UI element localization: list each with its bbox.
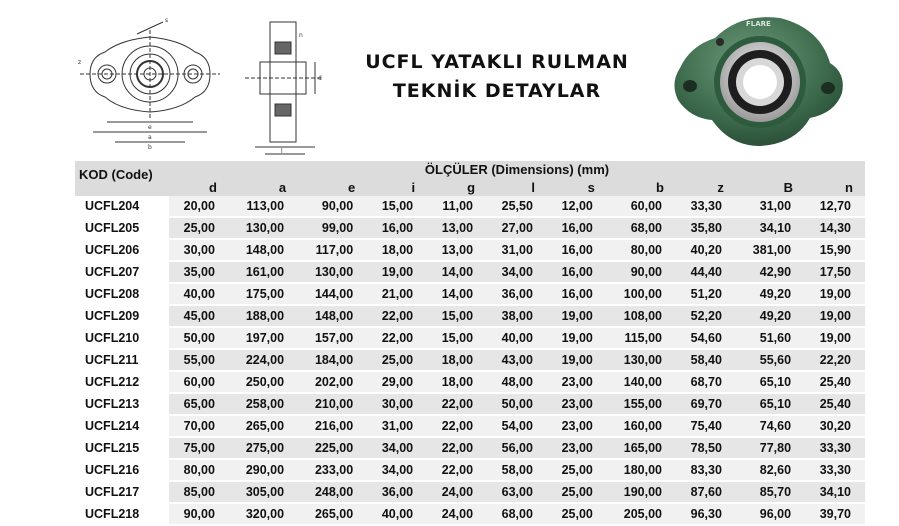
dimension-cell: 23,00 [547, 393, 607, 415]
dimension-cell: 99,00 [298, 217, 367, 239]
dimension-cell: 113,00 [229, 196, 298, 217]
dimension-cell: 68,00 [487, 503, 547, 525]
dimension-cell: 40,00 [169, 283, 229, 305]
dimension-cell: 40,00 [367, 503, 427, 525]
dimension-cell: 19,00 [547, 305, 607, 327]
dimension-cell: 68,70 [676, 371, 736, 393]
flange-hole-left [683, 80, 697, 92]
dimension-cell: 157,00 [298, 327, 367, 349]
label-e: e [148, 124, 152, 131]
dimension-cell: 54,60 [676, 327, 736, 349]
dimension-cell: 20,00 [169, 196, 229, 217]
dimension-cell: 161,00 [229, 261, 298, 283]
dimension-cell: 15,00 [427, 305, 487, 327]
dimension-cell: 11,00 [427, 196, 487, 217]
table-row [75, 283, 865, 305]
column-header-i: i [367, 177, 427, 196]
dimension-cell: 75,40 [676, 415, 736, 437]
row-code-cell: UCFL214 [75, 415, 169, 437]
dimension-cell: 75,00 [169, 437, 229, 459]
dimension-cell: 16,00 [547, 283, 607, 305]
dimension-cell: 16,00 [547, 261, 607, 283]
dimension-cell: 130,00 [229, 217, 298, 239]
dimension-cell: 80,00 [169, 459, 229, 481]
table-row [75, 481, 865, 503]
dimension-cell: 275,00 [229, 437, 298, 459]
dimension-cell: 12,70 [805, 196, 865, 217]
label-l: l [281, 148, 283, 155]
title-line-1: UCFL YATAKLI RULMAN [365, 51, 629, 73]
dimension-cell: 87,60 [676, 481, 736, 503]
label-s: s [165, 17, 169, 24]
dimension-cell: 65,10 [736, 393, 805, 415]
dimension-cell: 23,00 [547, 415, 607, 437]
dimension-cell: 25,00 [547, 459, 607, 481]
table-row [75, 196, 865, 217]
dimension-cell: 58,00 [487, 459, 547, 481]
table-row [75, 239, 865, 261]
column-header-e: e [298, 177, 367, 196]
dimension-cell: 130,00 [298, 261, 367, 283]
column-header-z: z [676, 177, 736, 196]
table-row [75, 393, 865, 415]
dimension-cell: 23,00 [547, 437, 607, 459]
dimension-cell: 190,00 [607, 481, 676, 503]
dimension-cell: 39,70 [805, 503, 865, 525]
row-code-cell: UCFL217 [75, 481, 169, 503]
dimension-cell: 320,00 [229, 503, 298, 525]
dimension-cell: 17,50 [805, 261, 865, 283]
table-column-header-row [75, 177, 865, 196]
row-code-cell: UCFL218 [75, 503, 169, 525]
dimension-cell: 19,00 [367, 261, 427, 283]
dimension-cell: 258,00 [229, 393, 298, 415]
dimension-cell: 42,90 [736, 261, 805, 283]
label-b: b [148, 144, 152, 151]
dimension-cell: 15,90 [805, 239, 865, 261]
dimension-cell: 12,00 [547, 196, 607, 217]
dimension-cell: 34,00 [487, 261, 547, 283]
dimension-cell: 34,10 [736, 217, 805, 239]
dimension-cell: 160,00 [607, 415, 676, 437]
dimension-cell: 19,00 [805, 305, 865, 327]
table-row [75, 349, 865, 371]
dimension-cell: 19,00 [805, 327, 865, 349]
dimension-cell: 85,00 [169, 481, 229, 503]
column-header-B-upper: B [736, 177, 805, 196]
dimension-cell: 22,00 [427, 437, 487, 459]
dimension-cell: 15,00 [427, 327, 487, 349]
dimension-cell: 24,00 [427, 481, 487, 503]
dimension-cell: 16,00 [367, 217, 427, 239]
dimension-cell: 90,00 [169, 503, 229, 525]
dimension-cell: 250,00 [229, 371, 298, 393]
dimension-cell: 19,00 [805, 283, 865, 305]
row-code-cell: UCFL207 [75, 261, 169, 283]
label-a: a [148, 134, 152, 141]
dimension-cell: 63,00 [487, 481, 547, 503]
dimension-cell: 34,00 [367, 459, 427, 481]
table-row [75, 217, 865, 239]
dimension-cell: 25,00 [547, 481, 607, 503]
dimension-cell: 82,60 [736, 459, 805, 481]
table-body [75, 196, 865, 525]
dimension-cell: 265,00 [298, 503, 367, 525]
dimension-cell: 65,10 [736, 371, 805, 393]
dimension-cell: 115,00 [607, 327, 676, 349]
dimension-cell: 50,00 [169, 327, 229, 349]
dimension-cell: 15,00 [367, 196, 427, 217]
dimension-cell: 224,00 [229, 349, 298, 371]
dimension-cell: 50,00 [487, 393, 547, 415]
dimension-cell: 23,00 [547, 371, 607, 393]
technical-drawing [75, 12, 343, 157]
dimension-cell: 51,20 [676, 283, 736, 305]
dimension-cell: 30,00 [367, 393, 427, 415]
dimension-cell: 14,00 [427, 283, 487, 305]
dimension-cell: 77,80 [736, 437, 805, 459]
column-header-l: l [487, 177, 547, 196]
dimension-cell: 305,00 [229, 481, 298, 503]
dimension-cell: 69,70 [676, 393, 736, 415]
dimension-cell: 16,00 [547, 239, 607, 261]
dimension-cell: 14,00 [427, 261, 487, 283]
dimension-cell: 165,00 [607, 437, 676, 459]
dimension-cell: 18,00 [367, 239, 427, 261]
dimension-cell: 34,10 [805, 481, 865, 503]
dimension-cell: 148,00 [298, 305, 367, 327]
dimension-cell: 55,00 [169, 349, 229, 371]
dimension-cell: 48,00 [487, 371, 547, 393]
flange-hole-right [821, 82, 835, 94]
dimension-cell: 202,00 [298, 371, 367, 393]
row-code-cell: UCFL212 [75, 371, 169, 393]
dimension-cell: 78,50 [676, 437, 736, 459]
dimension-cell: 205,00 [607, 503, 676, 525]
dimension-cell: 52,20 [676, 305, 736, 327]
dimension-cell: 24,00 [427, 503, 487, 525]
dimension-cell: 96,30 [676, 503, 736, 525]
dimension-cell: 381,00 [736, 239, 805, 261]
column-header-a: a [229, 177, 298, 196]
dimension-cell: 36,00 [367, 481, 427, 503]
table-row [75, 415, 865, 437]
dimension-cell: 19,00 [547, 327, 607, 349]
dimension-cell: 22,00 [427, 415, 487, 437]
dimension-cell: 233,00 [298, 459, 367, 481]
bearing-bore [743, 65, 777, 99]
dimension-cell: 31,00 [736, 196, 805, 217]
dimension-cell: 36,00 [487, 283, 547, 305]
table-row [75, 371, 865, 393]
label-z: z [78, 59, 82, 66]
dimension-cell: 13,00 [427, 217, 487, 239]
dimension-cell: 30,20 [805, 415, 865, 437]
column-header-b: b [607, 177, 676, 196]
dimension-cell: 25,00 [169, 217, 229, 239]
dimension-cell: 188,00 [229, 305, 298, 327]
column-header-n: n [805, 177, 865, 196]
dimension-cell: 43,00 [487, 349, 547, 371]
product-photo [660, 8, 850, 153]
row-code-cell: UCFL213 [75, 393, 169, 415]
page-title [362, 48, 632, 106]
dimension-cell: 22,00 [427, 393, 487, 415]
dimension-cell: 35,00 [169, 261, 229, 283]
row-code-cell: UCFL216 [75, 459, 169, 481]
dimension-cell: 22,00 [367, 327, 427, 349]
title-line-2: TEKNİK DETAYLAR [392, 80, 602, 102]
dimension-cell: 108,00 [607, 305, 676, 327]
dimension-cell: 13,00 [427, 239, 487, 261]
row-code-cell: UCFL204 [75, 196, 169, 217]
dimension-cell: 16,00 [547, 217, 607, 239]
dimension-cell: 225,00 [298, 437, 367, 459]
table-row [75, 327, 865, 349]
dimension-cell: 21,00 [367, 283, 427, 305]
column-header-d: d [169, 177, 229, 196]
dimension-cell: 74,60 [736, 415, 805, 437]
dimension-cell: 25,00 [547, 503, 607, 525]
dimension-cell: 38,00 [487, 305, 547, 327]
dimension-cell: 27,00 [487, 217, 547, 239]
dimension-cell: 90,00 [298, 196, 367, 217]
row-code-cell: UCFL205 [75, 217, 169, 239]
dimension-cell: 197,00 [229, 327, 298, 349]
dimension-cell: 60,00 [607, 196, 676, 217]
row-code-cell: UCFL208 [75, 283, 169, 305]
dimension-cell: 140,00 [607, 371, 676, 393]
code-column-header: KOD (Code) [75, 161, 169, 196]
dimension-cell: 210,00 [298, 393, 367, 415]
dimension-cell: 33,30 [676, 196, 736, 217]
row-code-cell: UCFL210 [75, 327, 169, 349]
dimension-cell: 85,70 [736, 481, 805, 503]
dimension-cell: 100,00 [607, 283, 676, 305]
row-code-cell: UCFL211 [75, 349, 169, 371]
dimension-cell: 216,00 [298, 415, 367, 437]
dimension-cell: 29,00 [367, 371, 427, 393]
dimension-cell: 51,60 [736, 327, 805, 349]
dimension-cell: 70,00 [169, 415, 229, 437]
dimension-cell: 55,60 [736, 349, 805, 371]
table-row [75, 459, 865, 481]
label-n: n [299, 32, 303, 39]
dimension-cell: 14,30 [805, 217, 865, 239]
dimension-cell: 44,40 [676, 261, 736, 283]
dimensions-group-header: ÖLÇÜLER (Dimensions) (mm) [169, 161, 865, 177]
dimension-cell: 144,00 [298, 283, 367, 305]
dimension-cell: 25,40 [805, 371, 865, 393]
dimension-cell: 49,20 [736, 283, 805, 305]
table-row [75, 305, 865, 327]
side-view [245, 22, 323, 154]
row-code-cell: UCFL215 [75, 437, 169, 459]
row-code-cell: UCFL206 [75, 239, 169, 261]
dimension-cell: 19,00 [547, 349, 607, 371]
dimension-cell: 31,00 [487, 239, 547, 261]
dimension-cell: 49,20 [736, 305, 805, 327]
dimension-cell: 18,00 [427, 349, 487, 371]
dimension-cell: 22,00 [367, 305, 427, 327]
photo-brand-text: FLARE [746, 20, 771, 28]
dimension-cell: 155,00 [607, 393, 676, 415]
dimension-cell: 25,50 [487, 196, 547, 217]
dimension-cell: 54,00 [487, 415, 547, 437]
dimension-cell: 175,00 [229, 283, 298, 305]
dimension-cell: 96,00 [736, 503, 805, 525]
dimension-cell: 80,00 [607, 239, 676, 261]
label-d: d [318, 75, 322, 82]
dimension-cell: 22,00 [427, 459, 487, 481]
dimension-cell: 33,30 [805, 459, 865, 481]
dimension-cell: 117,00 [298, 239, 367, 261]
row-code-cell: UCFL209 [75, 305, 169, 327]
column-header-g: g [427, 177, 487, 196]
dimension-cell: 83,30 [676, 459, 736, 481]
dimension-cell: 65,00 [169, 393, 229, 415]
table-row [75, 437, 865, 459]
dimension-cell: 180,00 [607, 459, 676, 481]
dimension-cell: 40,20 [676, 239, 736, 261]
dimension-cell: 58,40 [676, 349, 736, 371]
dimension-cell: 90,00 [607, 261, 676, 283]
dimension-cell: 34,00 [367, 437, 427, 459]
table-row [75, 503, 865, 525]
dimension-cell: 30,00 [169, 239, 229, 261]
dimension-cell: 31,00 [367, 415, 427, 437]
dimension-cell: 45,00 [169, 305, 229, 327]
dimension-cell: 184,00 [298, 349, 367, 371]
dimensions-table [75, 161, 865, 526]
dimension-cell: 56,00 [487, 437, 547, 459]
dimension-cell: 25,40 [805, 393, 865, 415]
dimension-cell: 248,00 [298, 481, 367, 503]
dimension-cell: 68,00 [607, 217, 676, 239]
dimension-cell: 265,00 [229, 415, 298, 437]
dimension-cell: 35,80 [676, 217, 736, 239]
dimension-cell: 60,00 [169, 371, 229, 393]
dimension-cell: 22,20 [805, 349, 865, 371]
dimension-cell: 148,00 [229, 239, 298, 261]
table-row [75, 261, 865, 283]
dimension-cell: 33,30 [805, 437, 865, 459]
dimension-cell: 25,00 [367, 349, 427, 371]
dimension-cell: 40,00 [487, 327, 547, 349]
grease-nipple [716, 38, 724, 46]
dimension-cell: 130,00 [607, 349, 676, 371]
dimension-cell: 290,00 [229, 459, 298, 481]
dimension-cell: 18,00 [427, 371, 487, 393]
table-header-group-row [75, 161, 865, 177]
column-header-s: s [547, 177, 607, 196]
